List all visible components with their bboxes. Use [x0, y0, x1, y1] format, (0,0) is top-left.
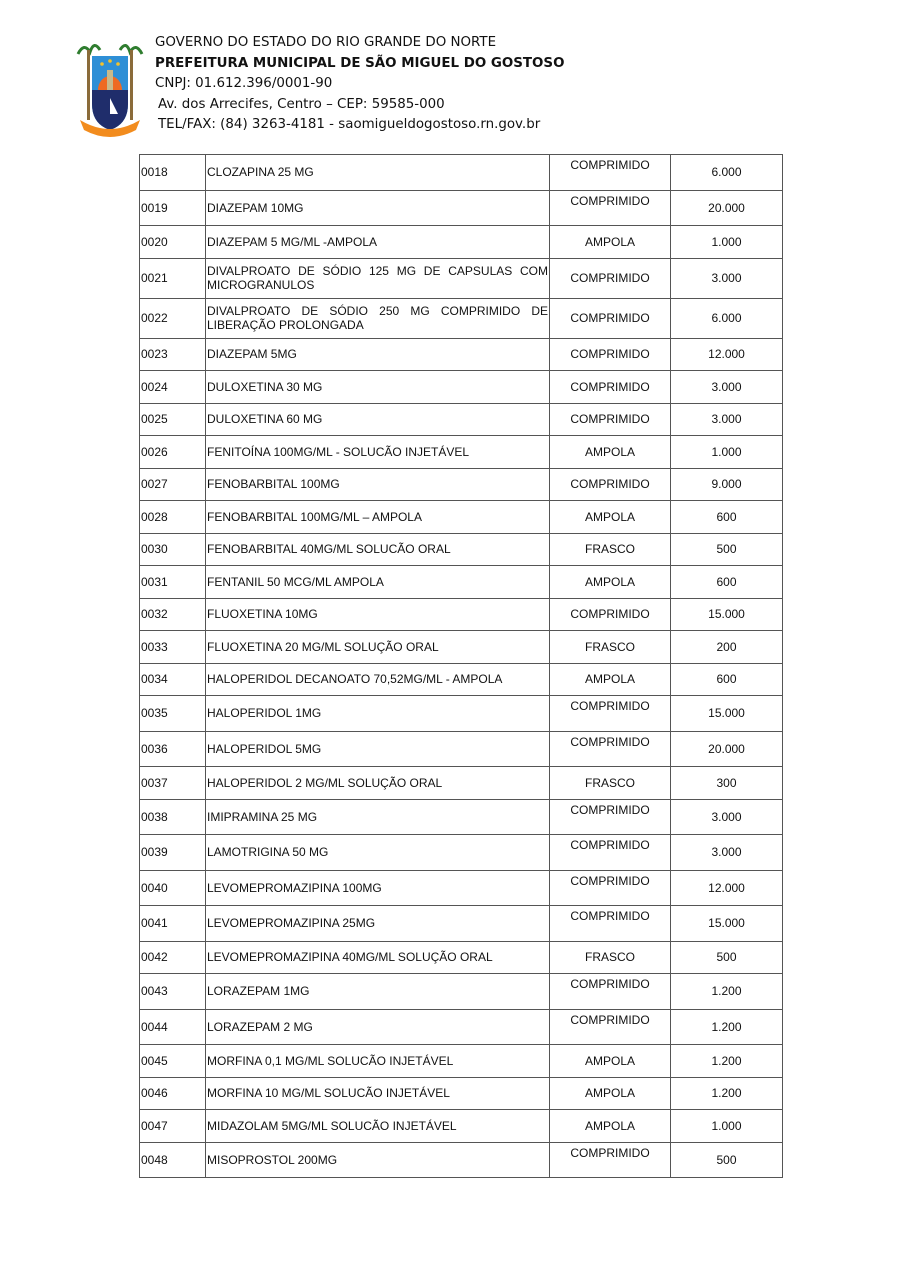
- municipal-coat-of-arms-logo: [74, 34, 146, 140]
- item-description: CLOZAPINA 25 MG: [206, 155, 550, 191]
- item-description: FENOBARBITAL 100MG/ML – AMPOLA: [206, 501, 550, 534]
- item-unit: COMPRIMIDO: [550, 835, 671, 871]
- item-code: 0033: [140, 631, 206, 664]
- item-description: FENITOÍNA 100MG/ML - SOLUCÃO INJETÁVEL: [206, 436, 550, 469]
- address-line: Av. dos Arrecifes, Centro – CEP: 59585-000: [158, 96, 445, 112]
- table-row: [140, 1077, 783, 1110]
- table-row: [140, 190, 783, 226]
- item-description: FLUOXETINA 20 MG/ML SOLUÇÃO ORAL: [206, 631, 550, 664]
- item-quantity: 500: [671, 533, 783, 566]
- table-row: [140, 663, 783, 696]
- item-description: DULOXETINA 60 MG: [206, 403, 550, 436]
- item-code: 0038: [140, 799, 206, 835]
- item-description: MORFINA 0,1 MG/ML SOLUCÃO INJETÁVEL: [206, 1045, 550, 1078]
- item-quantity: 15.000: [671, 696, 783, 732]
- table-row: [140, 906, 783, 942]
- item-code: 0019: [140, 190, 206, 226]
- item-description: LORAZEPAM 2 MG: [206, 1009, 550, 1045]
- table-row: [140, 566, 783, 599]
- item-unit: COMPRIMIDO: [550, 298, 671, 338]
- item-quantity: 15.000: [671, 598, 783, 631]
- item-unit: AMPOLA: [550, 1045, 671, 1078]
- item-quantity: 1.000: [671, 226, 783, 259]
- table-row: [140, 631, 783, 664]
- item-quantity: 1.000: [671, 1110, 783, 1143]
- contact-line: TEL/FAX: (84) 3263-4181 - saomigueldogostoso.rn.gov.br: [158, 117, 541, 132]
- item-description: MIDAZOLAM 5MG/ML SOLUCÃO INJETÁVEL: [206, 1110, 550, 1143]
- item-unit: FRASCO: [550, 941, 671, 974]
- item-code: 0025: [140, 403, 206, 436]
- table-row: [140, 226, 783, 259]
- item-unit: AMPOLA: [550, 566, 671, 599]
- item-unit: AMPOLA: [550, 663, 671, 696]
- municipality-name: PREFEITURA MUNICIPAL DE SÃO MIGUEL DO GOSTOSO: [155, 55, 565, 71]
- item-code: 0021: [140, 258, 206, 298]
- item-unit: FRASCO: [550, 631, 671, 664]
- item-unit: COMPRIMIDO: [550, 696, 671, 732]
- item-code: 0040: [140, 870, 206, 906]
- item-quantity: 500: [671, 941, 783, 974]
- item-code: 0030: [140, 533, 206, 566]
- table-row: [140, 403, 783, 436]
- item-description: MISOPROSTOL 200MG: [206, 1142, 550, 1178]
- table-row: [140, 731, 783, 767]
- item-description: DIVALPROATO DE SÓDIO 125 MG DE CAPSULAS COM MICROGRANULOS: [206, 258, 550, 298]
- item-quantity: 20.000: [671, 190, 783, 226]
- table-row: [140, 1045, 783, 1078]
- table-row: [140, 533, 783, 566]
- item-code: 0022: [140, 298, 206, 338]
- item-code: 0039: [140, 835, 206, 871]
- item-unit: COMPRIMIDO: [550, 731, 671, 767]
- item-unit: COMPRIMIDO: [550, 598, 671, 631]
- item-code: 0020: [140, 226, 206, 259]
- item-code: 0048: [140, 1142, 206, 1178]
- item-code: 0044: [140, 1009, 206, 1045]
- item-unit: AMPOLA: [550, 436, 671, 469]
- item-description: HALOPERIDOL 2 MG/ML SOLUÇÃO ORAL: [206, 767, 550, 800]
- item-quantity: 1.000: [671, 436, 783, 469]
- item-code: 0034: [140, 663, 206, 696]
- table-row: [140, 974, 783, 1010]
- item-code: 0045: [140, 1045, 206, 1078]
- item-quantity: 3.000: [671, 258, 783, 298]
- item-unit: COMPRIMIDO: [550, 468, 671, 501]
- table-row: [140, 767, 783, 800]
- item-code: 0026: [140, 436, 206, 469]
- item-description: FENTANIL 50 MCG/ML AMPOLA: [206, 566, 550, 599]
- item-quantity: 3.000: [671, 835, 783, 871]
- item-description: IMIPRAMINA 25 MG: [206, 799, 550, 835]
- item-unit: COMPRIMIDO: [550, 371, 671, 404]
- item-description: LEVOMEPROMAZIPINA 40MG/ML SOLUÇÃO ORAL: [206, 941, 550, 974]
- item-unit: COMPRIMIDO: [550, 870, 671, 906]
- item-unit: COMPRIMIDO: [550, 799, 671, 835]
- item-description: LAMOTRIGINA 50 MG: [206, 835, 550, 871]
- item-unit: COMPRIMIDO: [550, 190, 671, 226]
- item-code: 0037: [140, 767, 206, 800]
- item-description: LEVOMEPROMAZIPINA 100MG: [206, 870, 550, 906]
- item-unit: COMPRIMIDO: [550, 1142, 671, 1178]
- item-description: LEVOMEPROMAZIPINA 25MG: [206, 906, 550, 942]
- table-row: [140, 1142, 783, 1178]
- letterhead: [155, 33, 564, 136]
- item-unit: AMPOLA: [550, 226, 671, 259]
- item-code: 0046: [140, 1077, 206, 1110]
- item-quantity: 6.000: [671, 155, 783, 191]
- item-code: 0031: [140, 566, 206, 599]
- item-unit: AMPOLA: [550, 1077, 671, 1110]
- item-code: 0042: [140, 941, 206, 974]
- table-row: [140, 468, 783, 501]
- item-quantity: 15.000: [671, 906, 783, 942]
- item-unit: COMPRIMIDO: [550, 974, 671, 1010]
- item-quantity: 600: [671, 501, 783, 534]
- table-row: [140, 338, 783, 371]
- item-description: DIAZEPAM 5MG: [206, 338, 550, 371]
- item-description: HALOPERIDOL 5MG: [206, 731, 550, 767]
- table-row: [140, 1110, 783, 1143]
- item-quantity: 12.000: [671, 870, 783, 906]
- table-row: [140, 258, 783, 298]
- item-unit: COMPRIMIDO: [550, 338, 671, 371]
- item-quantity: 20.000: [671, 731, 783, 767]
- item-unit: COMPRIMIDO: [550, 1009, 671, 1045]
- table-row: [140, 696, 783, 732]
- item-quantity: 300: [671, 767, 783, 800]
- cnpj-line: CNPJ: 01.612.396/0001-90: [155, 76, 333, 91]
- table-row: [140, 155, 783, 191]
- item-description: MORFINA 10 MG/ML SOLUCÃO INJETÁVEL: [206, 1077, 550, 1110]
- item-description: FENOBARBITAL 100MG: [206, 468, 550, 501]
- table-row: [140, 870, 783, 906]
- item-quantity: 6.000: [671, 298, 783, 338]
- table-row: [140, 799, 783, 835]
- item-quantity: 3.000: [671, 403, 783, 436]
- item-quantity: 1.200: [671, 1045, 783, 1078]
- item-description: HALOPERIDOL DECANOATO 70,52MG/ML - AMPOLA: [206, 663, 550, 696]
- item-code: 0018: [140, 155, 206, 191]
- table-row: [140, 501, 783, 534]
- table-row: [140, 835, 783, 871]
- item-description: DIAZEPAM 10MG: [206, 190, 550, 226]
- item-quantity: 12.000: [671, 338, 783, 371]
- item-description: FENOBARBITAL 40MG/ML SOLUCÃO ORAL: [206, 533, 550, 566]
- item-quantity: 500: [671, 1142, 783, 1178]
- item-unit: FRASCO: [550, 767, 671, 800]
- item-description: DULOXETINA 30 MG: [206, 371, 550, 404]
- item-code: 0043: [140, 974, 206, 1010]
- item-quantity: 1.200: [671, 1009, 783, 1045]
- item-code: 0047: [140, 1110, 206, 1143]
- item-description: LORAZEPAM 1MG: [206, 974, 550, 1010]
- table-row: [140, 598, 783, 631]
- item-description: DIVALPROATO DE SÓDIO 250 MG COMPRIMIDO DE LIBERAÇÃO PROLONGADA: [206, 298, 550, 338]
- item-quantity: 600: [671, 663, 783, 696]
- table-row: [140, 941, 783, 974]
- state-government-line: GOVERNO DO ESTADO DO RIO GRANDE DO NORTE: [155, 35, 497, 50]
- item-quantity: 200: [671, 631, 783, 664]
- item-code: 0041: [140, 906, 206, 942]
- item-unit: COMPRIMIDO: [550, 403, 671, 436]
- item-unit: COMPRIMIDO: [550, 155, 671, 191]
- item-unit: AMPOLA: [550, 1110, 671, 1143]
- item-code: 0027: [140, 468, 206, 501]
- item-code: 0035: [140, 696, 206, 732]
- item-unit: FRASCO: [550, 533, 671, 566]
- item-unit: COMPRIMIDO: [550, 906, 671, 942]
- item-quantity: 3.000: [671, 799, 783, 835]
- item-quantity: 1.200: [671, 1077, 783, 1110]
- medication-table: [139, 154, 783, 1178]
- item-code: 0028: [140, 501, 206, 534]
- item-quantity: 600: [671, 566, 783, 599]
- item-description: HALOPERIDOL 1MG: [206, 696, 550, 732]
- table-row: [140, 1009, 783, 1045]
- item-code: 0024: [140, 371, 206, 404]
- item-quantity: 9.000: [671, 468, 783, 501]
- table-row: [140, 436, 783, 469]
- item-code: 0023: [140, 338, 206, 371]
- item-code: 0032: [140, 598, 206, 631]
- item-code: 0036: [140, 731, 206, 767]
- item-description: DIAZEPAM 5 MG/ML -AMPOLA: [206, 226, 550, 259]
- table-row: [140, 298, 783, 338]
- item-description: FLUOXETINA 10MG: [206, 598, 550, 631]
- item-unit: COMPRIMIDO: [550, 258, 671, 298]
- table-row: [140, 371, 783, 404]
- item-quantity: 3.000: [671, 371, 783, 404]
- item-unit: AMPOLA: [550, 501, 671, 534]
- item-quantity: 1.200: [671, 974, 783, 1010]
